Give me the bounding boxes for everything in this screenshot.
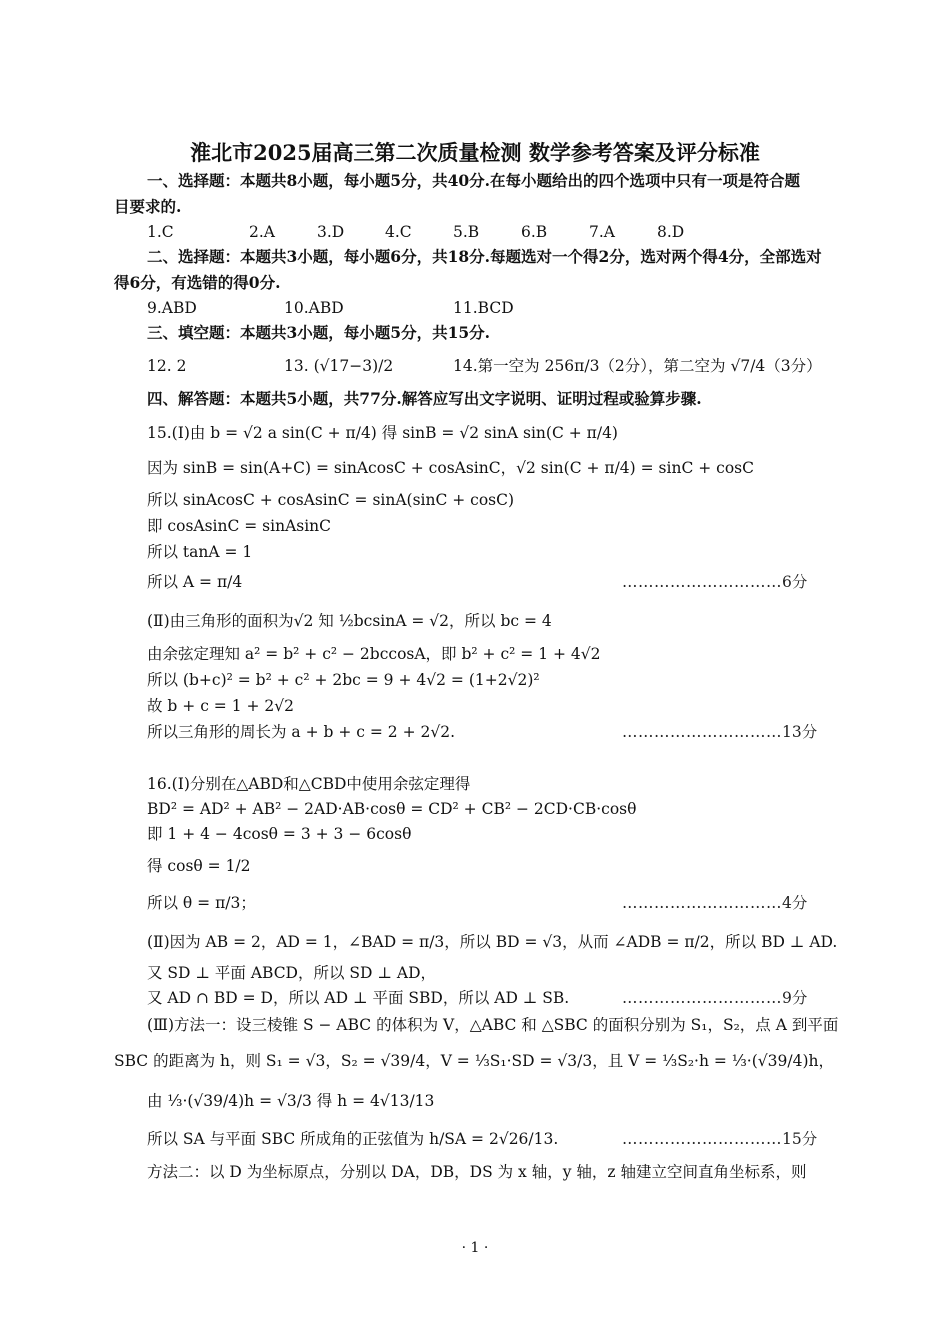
p15-line-11: 所以三角形的周长为 a + b + c = 2 + 2√2.: [147, 723, 456, 741]
score-label: 15分: [782, 1130, 818, 1148]
answer-13: 13. (√17−3)/2: [284, 357, 394, 375]
answer-11: 11.BCD: [453, 299, 514, 317]
answer-10: 10.ABD: [284, 299, 344, 317]
section-2-heading: 二、选择题：本题共3小题，每小题6分，共18分.每题选对一个得2分，选对两个得4分，全部选对: [147, 247, 822, 266]
score-dots: …………………………: [622, 723, 782, 741]
p15-line-4: 即 cosAsinC = sinAsinC: [147, 517, 332, 535]
p16-line-12: 所以 SA 与平面 SBC 所成角的正弦值为 h/SA = 2√26/13.: [147, 1130, 559, 1148]
p16-line-13: 方法二：以 D 为坐标原点，分别以 DA，DB，DS 为 x 轴，y 轴，z 轴建立空间直角坐标系，则: [147, 1163, 807, 1181]
score-dots: …………………………: [622, 573, 782, 591]
p16-line-4: 得 cosθ = 1/2: [147, 857, 251, 875]
answer-3: 3.D: [317, 223, 345, 241]
score-dots: …………………………: [622, 989, 782, 1007]
p16-line-1: 16.(Ⅰ)分别在△ABD和△CBD中使用余弦定理得: [147, 775, 471, 793]
score-15: [622, 1128, 817, 1150]
p15-line-2: 因为 sinB = sin(A+C) = sinAcosC + cosAsinC，√2 sin(C + π/4) = sinC + cosC: [147, 459, 754, 477]
score-label: 13分: [782, 723, 818, 741]
score-dots: …………………………: [622, 1130, 782, 1148]
answer-5: 5.B: [453, 223, 480, 241]
answer-8: 8.D: [657, 223, 685, 241]
p16-line-10: SBC 的距离为 h，则 S₁ = √3，S₂ = √39/4，V = ⅓S₁·SD = √3/3，且 V = ⅓S₂·h = ⅓·(√39/4)h，: [114, 1052, 834, 1070]
answer-14: 14.第一空为 256π/3（2分），第二空为 √7/4（3分）: [453, 357, 822, 375]
p16-line-5: 所以 θ = π/3；: [147, 894, 256, 912]
p16-line-6: (Ⅱ)因为 AB = 2，AD = 1，∠BAD = π/3，所以 BD = √3，从而 ∠ADB = π/2，所以 BD ⊥ AD.: [147, 933, 838, 951]
p15-line-1: 15.(Ⅰ)由 b = √2 a sin(C + π/4) 得 sinB = √2 sinA sin(C + π/4): [147, 424, 618, 442]
answer-9: 9.ABD: [147, 299, 197, 317]
score-4: [622, 892, 807, 914]
p15-line-6: 所以 A = π/4: [147, 573, 243, 591]
score-label: 6分: [782, 573, 808, 591]
answer-6: 6.B: [521, 223, 548, 241]
page-number: · 1 ·: [461, 1240, 489, 1256]
answer-1: 1.C: [147, 223, 174, 241]
section-4-heading: 四、解答题：本题共5小题，共77分.解答应写出文字说明、证明过程或验算步骤.: [147, 389, 702, 408]
p15-line-7: (Ⅱ)由三角形的面积为√2 知 ½bcsinA = √2，所以 bc = 4: [147, 612, 552, 630]
p15-line-10: 故 b + c = 1 + 2√2: [147, 697, 295, 715]
score-label: 4分: [782, 894, 808, 912]
answer-7: 7.A: [589, 223, 615, 241]
section-1-heading: 一、选择题：本题共8小题，每小题5分，共40分.在每小题给出的四个选项中只有一项是符合题: [147, 171, 801, 190]
p15-line-5: 所以 tanA = 1: [147, 543, 253, 561]
score-9: [622, 987, 807, 1009]
score-label: 9分: [782, 989, 808, 1007]
score-dots: …………………………: [622, 894, 782, 912]
page-title: 淮北市2025届高三第二次质量检测 数学参考答案及评分标准: [190, 140, 760, 165]
p16-line-2: BD² = AD² + AB² − 2AD·AB·cosθ = CD² + CB² − 2CD·CB·cosθ: [147, 800, 637, 818]
section-1-heading-cont: 目要求的.: [114, 197, 182, 216]
p16-line-3: 即 1 + 4 − 4cosθ = 3 + 3 − 6cosθ: [147, 825, 412, 843]
answer-4: 4.C: [385, 223, 412, 241]
p16-line-8: 又 AD ∩ BD = D，所以 AD ⊥ 平面 SBD，所以 AD ⊥ SB.: [147, 989, 570, 1007]
p16-line-7: 又 SD ⊥ 平面 ABCD，所以 SD ⊥ AD，: [147, 964, 437, 982]
answer-12: 12. 2: [147, 357, 187, 375]
answer-2: 2.A: [249, 223, 275, 241]
p16-line-9: (Ⅲ)方法一：设三棱锥 S − ABC 的体积为 V，△ABC 和 △SBC 的面积分别为 S₁，S₂，点 A 到平面: [147, 1016, 839, 1034]
score-6: [622, 571, 807, 593]
p15-line-9: 所以 (b+c)² = b² + c² + 2bc = 9 + 4√2 = (1+2√2)²: [147, 671, 540, 689]
p15-line-3: 所以 sinAcosC + cosAsinC = sinA(sinC + cosC): [147, 491, 515, 509]
section-2-heading-cont: 得6分，有选错的得0分.: [114, 273, 281, 292]
score-13: [622, 721, 817, 743]
section-3-heading: 三、填空题：本题共3小题，每小题5分，共15分.: [147, 323, 491, 342]
p15-line-8: 由余弦定理知 a² = b² + c² − 2bccosA，即 b² + c² = 1 + 4√2: [147, 645, 601, 663]
p16-line-11: 由 ⅓·(√39/4)h = √3/3 得 h = 4√13/13: [147, 1092, 435, 1110]
